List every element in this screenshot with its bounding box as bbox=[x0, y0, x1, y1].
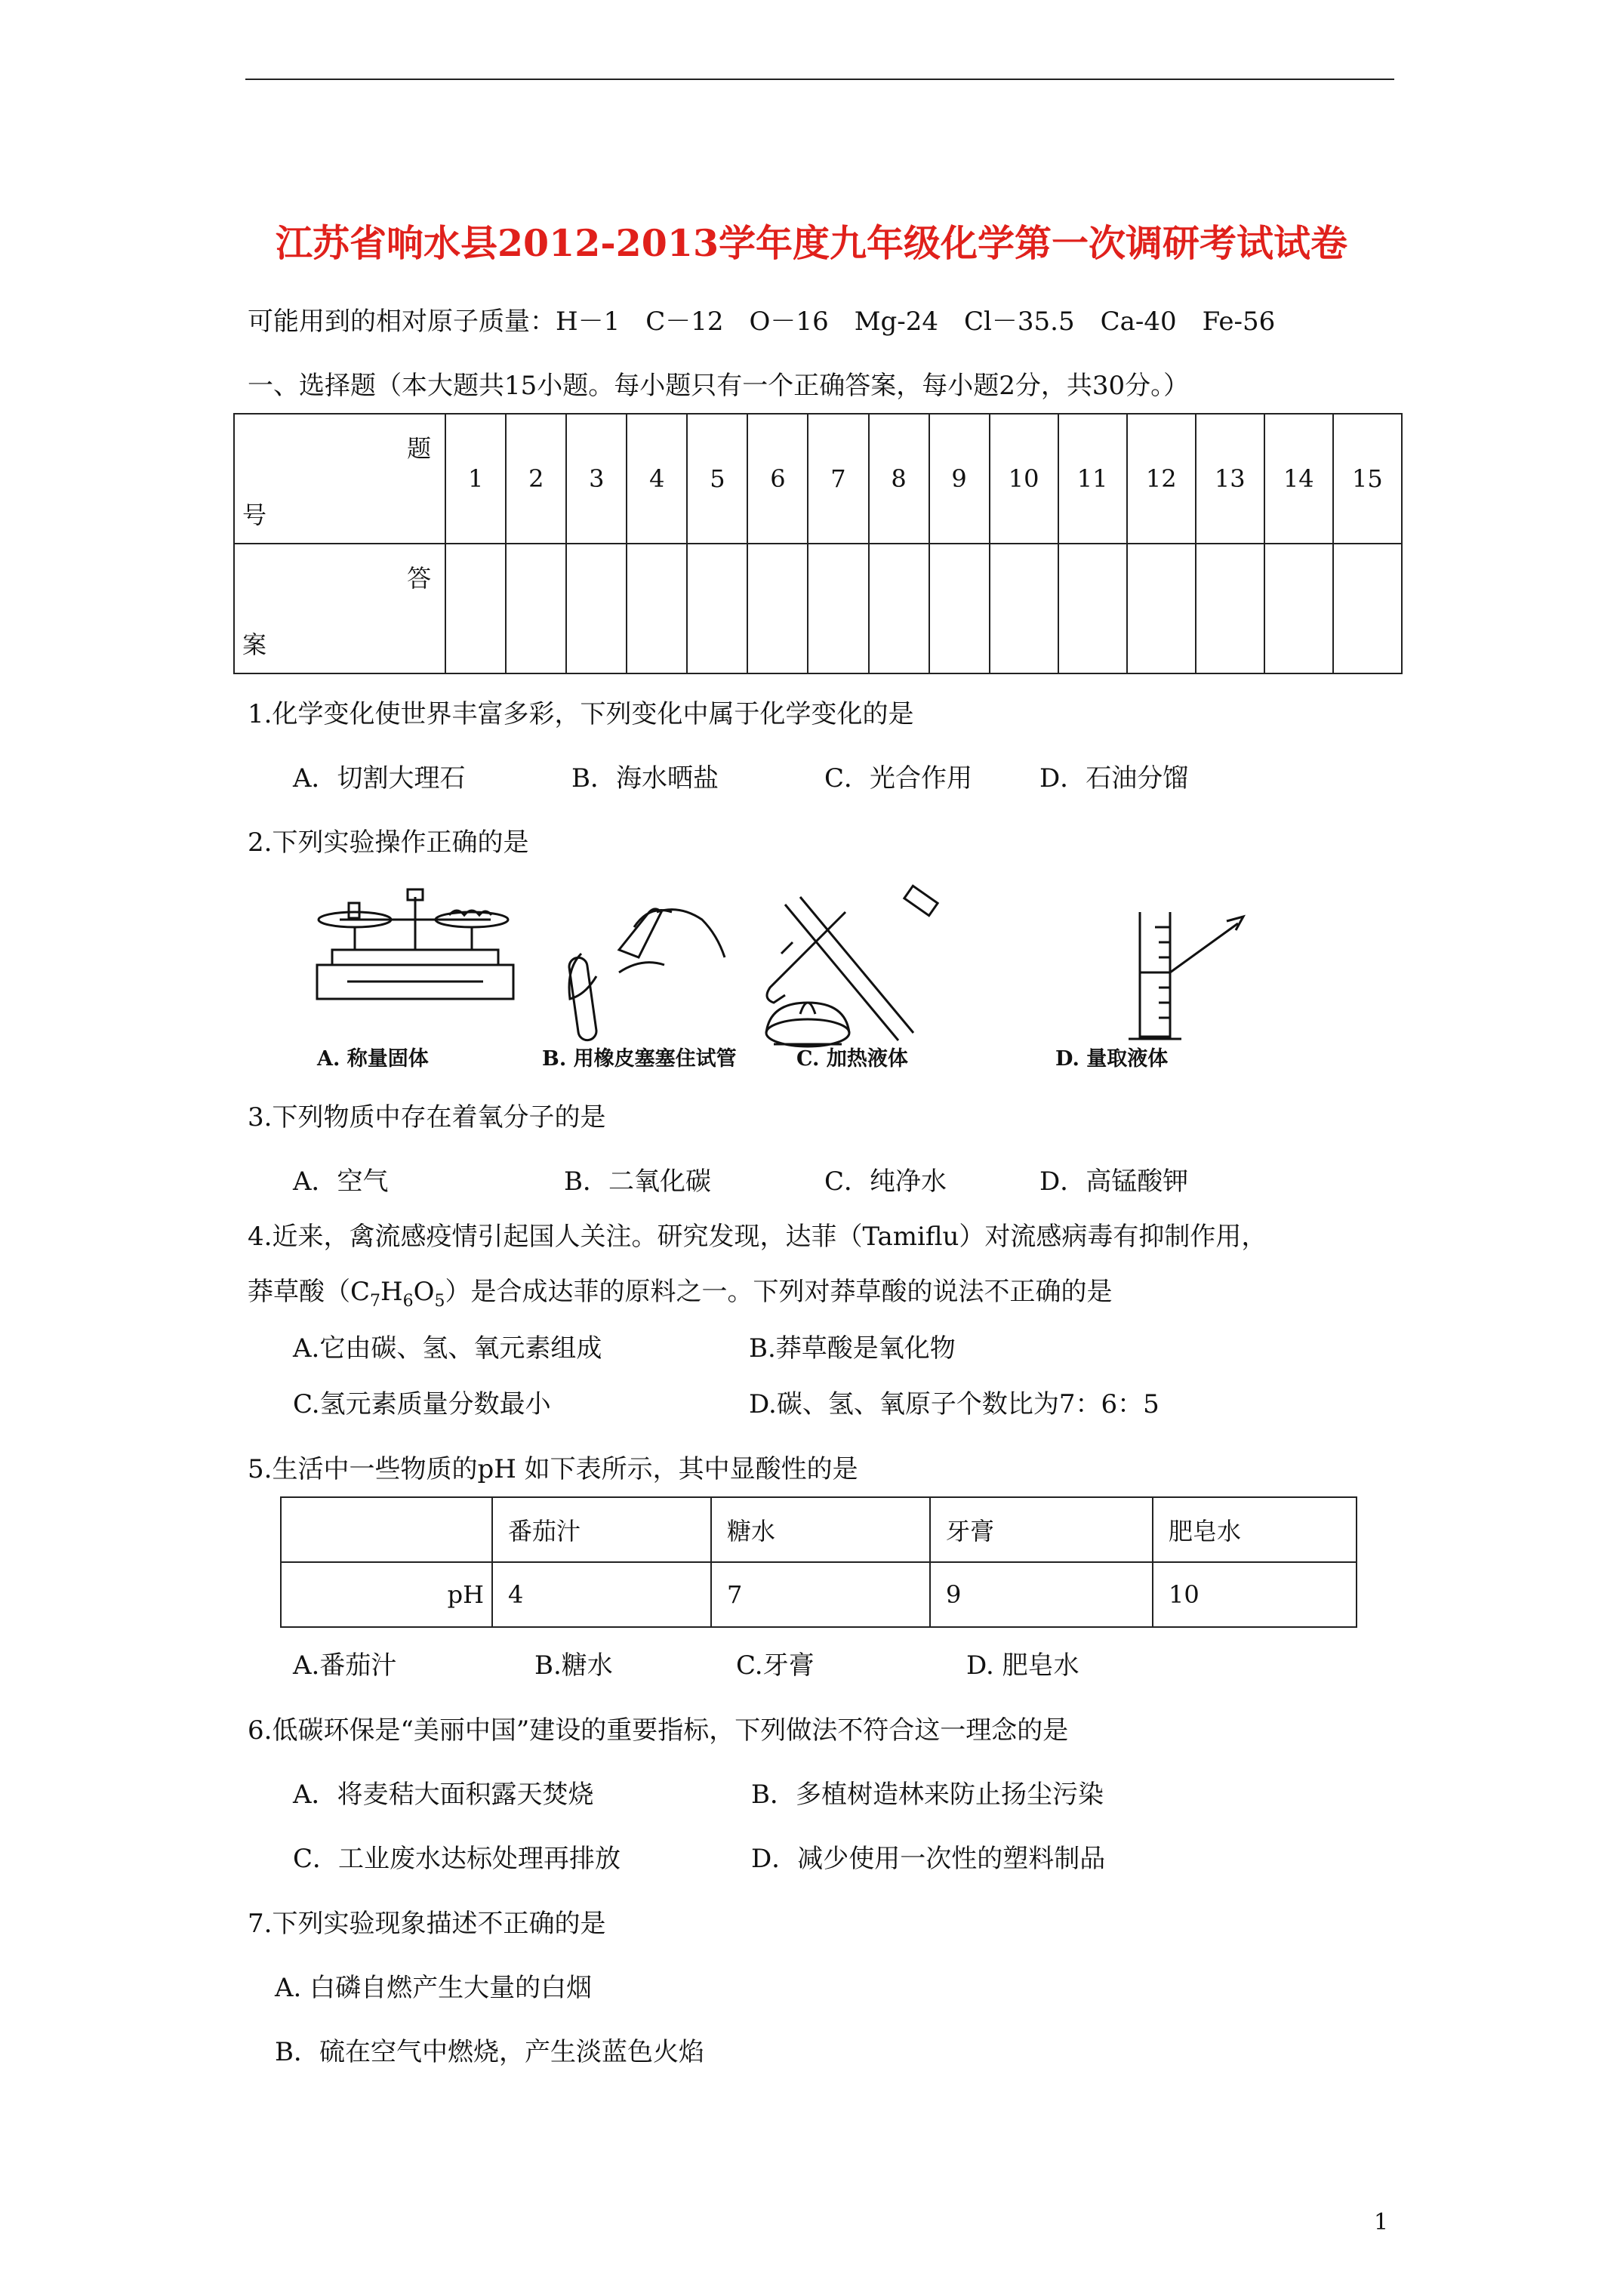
q4-option-a: A.它由碳、氢、氧元素组成 bbox=[293, 1333, 602, 1364]
answer-cell[interactable] bbox=[1196, 544, 1264, 673]
answer-cell[interactable] bbox=[1264, 544, 1333, 673]
answer-cell[interactable] bbox=[869, 544, 929, 673]
grid-row-label: 答 案 bbox=[234, 544, 445, 673]
q3-option-a: A．空气 bbox=[293, 1166, 389, 1197]
q5-option-d: D. 肥皂水 bbox=[966, 1650, 1079, 1681]
exam-title: 江苏省响水县2012-2013学年度九年级化学第一次调研考试试卷 bbox=[275, 221, 1348, 265]
answer-cell[interactable] bbox=[445, 544, 506, 673]
q6-option-c: C．工业废水达标处理再排放 bbox=[293, 1844, 621, 1874]
grid-number: 11 bbox=[1058, 414, 1127, 544]
ph-value-cell: 4 bbox=[492, 1562, 711, 1627]
grid-number: 13 bbox=[1196, 414, 1264, 544]
q1-option-d: D．石油分馏 bbox=[1039, 763, 1189, 794]
grid-number: 2 bbox=[506, 414, 566, 544]
q7-stem: 7.下列实验现象描述不正确的是 bbox=[248, 1909, 606, 1939]
q1-option-c: C．光合作用 bbox=[824, 763, 973, 794]
caption-a: A. 称量固体 bbox=[317, 1047, 429, 1071]
test-tube-figure bbox=[568, 909, 725, 1041]
ph-value-cell: 10 bbox=[1153, 1562, 1357, 1627]
grid-number: 5 bbox=[687, 414, 747, 544]
q5-stem: 5.生活中一些物质的pH 如下表所示，其中显酸性的是 bbox=[248, 1454, 858, 1484]
q6-option-a: A．将麦秸大面积露天焚烧 bbox=[293, 1780, 594, 1810]
grid-number: 8 bbox=[869, 414, 929, 544]
ph-header-row bbox=[281, 1497, 1357, 1562]
caption-c: C. 加热液体 bbox=[796, 1047, 908, 1071]
ph-value-cell: 9 bbox=[930, 1562, 1153, 1627]
grid-number: 7 bbox=[808, 414, 868, 544]
caption-d: D. 量取液体 bbox=[1055, 1047, 1169, 1071]
ph-header-cell: 番茄汁 bbox=[492, 1497, 711, 1562]
answer-grid bbox=[233, 413, 1403, 674]
ph-value-row bbox=[281, 1562, 1357, 1627]
ph-header-cell: 肥皂水 bbox=[1153, 1497, 1357, 1562]
grid-number: 3 bbox=[566, 414, 627, 544]
grid-number: 6 bbox=[747, 414, 808, 544]
answer-cell[interactable] bbox=[566, 544, 627, 673]
q4-option-b: B.莽草酸是氧化物 bbox=[749, 1333, 956, 1364]
q3-stem: 3.下列物质中存在着氧分子的是 bbox=[248, 1102, 606, 1133]
caption-b: B. 用橡皮塞塞住试管 bbox=[542, 1047, 737, 1071]
q2-stem: 2.下列实验操作正确的是 bbox=[248, 827, 529, 858]
q5-option-b: B.糖水 bbox=[534, 1650, 613, 1681]
answer-cell[interactable] bbox=[990, 544, 1058, 673]
grid-number: 4 bbox=[627, 414, 687, 544]
ph-header-cell bbox=[281, 1497, 492, 1562]
ph-value-cell: 7 bbox=[711, 1562, 930, 1627]
answer-cell[interactable] bbox=[1333, 544, 1402, 673]
header-rule bbox=[245, 79, 1394, 80]
answer-cell[interactable] bbox=[747, 544, 808, 673]
q4-stem-line2: 莽草酸$(C_7H_6O_5)$是合成达菲的原料之一。下列对莽草酸的说法不正确的是 bbox=[248, 1277, 1113, 1311]
q7-option-a: A. 白磷自燃产生大量的白烟 bbox=[275, 1973, 593, 2003]
q3-option-c: C．纯净水 bbox=[824, 1166, 947, 1197]
q3-option-b: B．二氧化碳 bbox=[564, 1166, 711, 1197]
page-number: 1 bbox=[1374, 2209, 1389, 2236]
q6-stem: 6.低碳环保是“美丽中国”建设的重要指标，下列做法不符合这一理念的是 bbox=[248, 1715, 1069, 1746]
balance-figure bbox=[317, 889, 513, 999]
grid-number: 12 bbox=[1127, 414, 1196, 544]
q4-option-d: D.碳、氢、氧原子个数比为7：6：5 bbox=[749, 1389, 1160, 1419]
q6-option-b: B．多植树造林来防止扬尘污染 bbox=[751, 1780, 1104, 1810]
grid-number: 14 bbox=[1264, 414, 1333, 544]
answer-cell[interactable] bbox=[506, 544, 566, 673]
q1-option-b: B．海水晒盐 bbox=[571, 763, 719, 794]
q6-option-d: D．减少使用一次性的塑料制品 bbox=[751, 1844, 1106, 1874]
ph-header-cell: 糖水 bbox=[711, 1497, 930, 1562]
q1-stem: 1.化学变化使世界丰富多彩，下列变化中属于化学变化的是 bbox=[248, 699, 914, 729]
q5-option-c: C.牙膏 bbox=[736, 1650, 815, 1681]
ph-row-label: pH bbox=[281, 1562, 492, 1627]
answer-cell[interactable] bbox=[1058, 544, 1127, 673]
question-number-row bbox=[234, 414, 1402, 544]
lab-figures bbox=[302, 882, 1253, 1071]
q3-option-d: D．高锰酸钾 bbox=[1039, 1166, 1189, 1197]
lab-figures-svg bbox=[302, 882, 1253, 1063]
grid-number: 15 bbox=[1333, 414, 1402, 544]
atomic-mass-line: 可能用到的相对原子质量：H－1 C－12 O－16 Mg-24 Cl－35.5 Ca-40 Fe-56 bbox=[248, 307, 1276, 337]
q4-option-c: C.氢元素质量分数最小 bbox=[293, 1389, 551, 1419]
grid-number: 10 bbox=[990, 414, 1058, 544]
q7-option-b: B．硫在空气中燃烧，产生淡蓝色火焰 bbox=[275, 2037, 704, 2067]
answer-row bbox=[234, 544, 1402, 673]
q5-option-a: A.番茄汁 bbox=[293, 1650, 397, 1681]
answer-cell[interactable] bbox=[687, 544, 747, 673]
grid-row-label: 题 号 bbox=[234, 414, 445, 544]
answer-cell[interactable] bbox=[1127, 544, 1196, 673]
section-heading: 一、选择题（本大题共15小题。每小题只有一个正确答案，每小题2分，共30分。） bbox=[248, 371, 1190, 401]
answer-cell[interactable] bbox=[808, 544, 868, 673]
ph-header-cell: 牙膏 bbox=[930, 1497, 1153, 1562]
answer-cell[interactable] bbox=[627, 544, 687, 673]
heating-figure bbox=[766, 886, 938, 1046]
answer-cell[interactable] bbox=[929, 544, 990, 673]
grid-number: 1 bbox=[445, 414, 506, 544]
ph-table bbox=[280, 1496, 1357, 1628]
q1-option-a: A．切割大理石 bbox=[293, 763, 466, 794]
q4-stem-line1: 4.近来，禽流感疫情引起国人关注。研究发现，达菲（Tamiflu）对流感病毒有抑制作用， bbox=[248, 1222, 1267, 1252]
cylinder-figure bbox=[1129, 912, 1243, 1039]
grid-number: 9 bbox=[929, 414, 990, 544]
